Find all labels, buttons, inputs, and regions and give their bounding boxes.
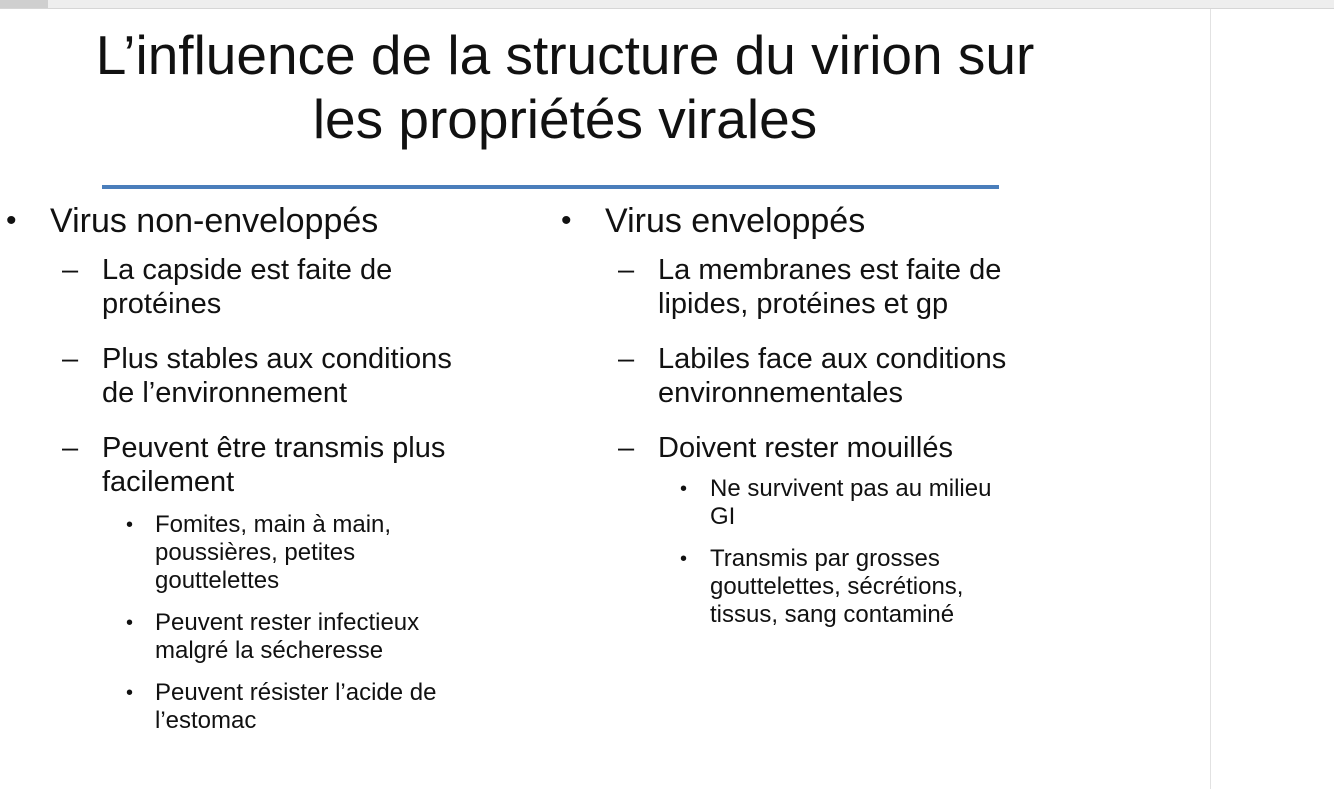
left-item-2-line-2: de l’environnement — [102, 377, 348, 409]
left-subitem-3-line-2: l’estomac — [155, 707, 257, 734]
right-subitem-1-line-1: Ne survivent pas au milieu — [710, 475, 992, 502]
left-subitem-1-line-2: poussières, petites — [155, 539, 356, 566]
left-subitem-2-line-1: Peuvent rester infectieux — [155, 609, 420, 636]
left-heading: Virus non-enveloppés — [50, 202, 379, 240]
left-subitem-3 — [0, 679, 540, 735]
toolbar-tab[interactable] — [0, 0, 48, 8]
right-item-2 — [555, 342, 1115, 410]
left-item-1-line-1: La capside est faite de — [102, 254, 393, 286]
left-heading-bullet — [0, 201, 540, 241]
right-subitem-2-line-3: tissus, sang contaminé — [710, 601, 955, 628]
left-item-2-line-1: Plus stables aux conditions — [102, 343, 452, 375]
right-heading-bullet — [555, 201, 1115, 241]
side-panel — [1211, 9, 1334, 789]
left-column — [0, 201, 540, 749]
right-item-1-line-1: La membranes est faite de — [658, 254, 1002, 286]
right-item-1-line-2: lipides, protéines et gp — [658, 288, 949, 320]
left-item-2 — [0, 342, 540, 410]
right-item-1 — [555, 253, 1115, 321]
right-heading: Virus enveloppés — [605, 202, 866, 240]
slide-title-line-2: les propriétés virales — [312, 88, 818, 150]
bullet-marker: • — [680, 478, 688, 500]
left-subitem-1-line-3: gouttelettes — [155, 567, 280, 594]
top-toolbar-strip — [0, 0, 1334, 9]
right-subitem-2-line-2: gouttelettes, sécrétions, — [710, 573, 964, 600]
right-subitem-2-line-1: Transmis par grosses — [710, 545, 940, 572]
dash-marker: – — [62, 254, 79, 286]
bullet-marker: • — [126, 612, 134, 634]
bullet-marker: • — [561, 204, 572, 237]
dash-marker: – — [618, 432, 635, 464]
dash-marker: – — [62, 432, 79, 464]
bullet-marker: • — [680, 548, 688, 570]
bullet-marker: • — [126, 514, 134, 536]
left-item-3-line-2: facilement — [102, 466, 235, 498]
left-item-3-line-1: Peuvent être transmis plus — [102, 432, 446, 464]
right-item-3 — [555, 431, 1115, 465]
slide-title — [0, 23, 1130, 151]
bullet-marker: • — [6, 204, 17, 237]
dash-marker: – — [618, 343, 635, 375]
right-item-2-line-1: Labiles face aux conditions — [658, 343, 1007, 375]
bullet-marker: • — [126, 682, 134, 704]
left-subitem-1-line-1: Fomites, main à main, — [155, 511, 392, 538]
left-item-1-line-2: protéines — [102, 288, 222, 320]
right-column — [555, 201, 1115, 643]
left-item-1 — [0, 253, 540, 321]
slide — [0, 9, 1210, 789]
right-subitem-2 — [555, 545, 1115, 629]
right-item-3-line-1: Doivent rester mouillés — [658, 432, 953, 464]
right-subitem-1-line-2: GI — [710, 503, 736, 530]
left-subitem-2 — [0, 609, 540, 665]
left-subitem-2-line-2: malgré la sécheresse — [155, 637, 384, 664]
left-item-3 — [0, 431, 540, 499]
dash-marker: – — [62, 343, 79, 375]
dash-marker: – — [618, 254, 635, 286]
right-item-2-line-2: environnementales — [658, 377, 904, 409]
right-subitem-1 — [555, 475, 1115, 531]
slide-title-line-1: L’influence de la structure du virion sur — [95, 24, 1035, 86]
title-underline — [102, 185, 999, 189]
left-subitem-3-line-1: Peuvent résister l’acide de — [155, 679, 437, 706]
left-subitem-1 — [0, 511, 540, 595]
